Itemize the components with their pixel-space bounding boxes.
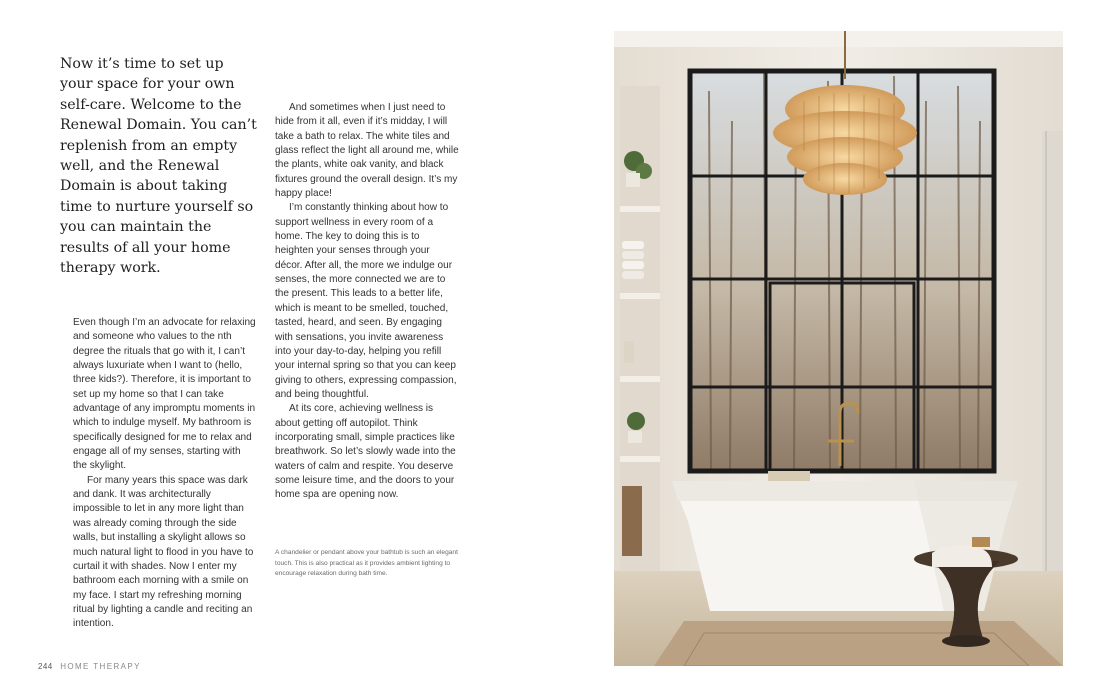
photo-caption: A chandelier or pendant above your bathtub is such an elegant touch. This is also practical as it provides ambient lighting to encourage relaxation during bath time.: [275, 549, 458, 577]
body-column-right: [275, 101, 459, 503]
basket: [622, 486, 642, 556]
running-section-title: HOME THERAPY: [60, 662, 141, 671]
bath-tray: [768, 471, 810, 481]
body-paragraph: At its core, achieving wellness is about getting off autopilot. Think incorporating small, simple practices like breathwork. So let’s slowly wade into the waters of calm and respite. You deserve some leisure time, and the doors to your home spa are opening now.: [275, 403, 456, 501]
body-column-left: [73, 316, 257, 632]
rug: [654, 621, 1063, 666]
bathroom-illustration: [614, 31, 1063, 666]
pull-quote: Now it’s time to set up your space for your own self-care. Welcome to the Renewal Domain. You can’t replenish from an empty well, and the Renewal Domain is about taking time to nurture yourself so you can maintain the results of all your home therapy work.: [60, 56, 257, 277]
folded-towels: [622, 241, 644, 249]
bathroom-photo: [614, 31, 1063, 666]
page-folio: [38, 662, 141, 671]
page-number: 244: [38, 662, 53, 671]
body-paragraph: I’m constantly thinking about how to support wellness in every room of a home. The key to doing this is to heighten your senses through your décor. After all, the more we indulge our senses, the more connected we are to the present. This leads to a better life, which is meant to be smelled, touched, tasted, heard, and seen. By engaging with sensations, you invite awareness into your day-to-day, helping you refill your internal spring so that you can keep giving to others, expressing compassion, and being thoughtful.: [275, 202, 457, 400]
body-paragraph: And sometimes when I just need to hide from it all, even if it’s midday, I will take a bath to relax. The white tiles and glass reflect the light all around me, while the plants, white oak vanity, and black fixtures ground the overall design. It’s my happy place!: [275, 102, 459, 200]
body-paragraph: Even though I’m an advocate for relaxing and someone who values to the nth degree the rituals that go with it, I can’t always luxuriate when I want to (hello, three kids?). Therefore, it is important to set up my home so that I can take advantage of any impromptu moments in which to indulge myself. My bathroom is specifically designed for me to relax and engage all of my senses, starting with the skylight.: [73, 317, 256, 472]
body-paragraph: For many years this space was dark and dank. It was architecturally impossible to let in any more light than was already coming through the side walls, but installing a skylight allows so much natural light to flood in you have to curtail it with shades. Now I enter my bathroom each morning with a smile on my face. I start my refreshing morning ritual by lighting a candle and reciting an intention.: [73, 474, 254, 630]
